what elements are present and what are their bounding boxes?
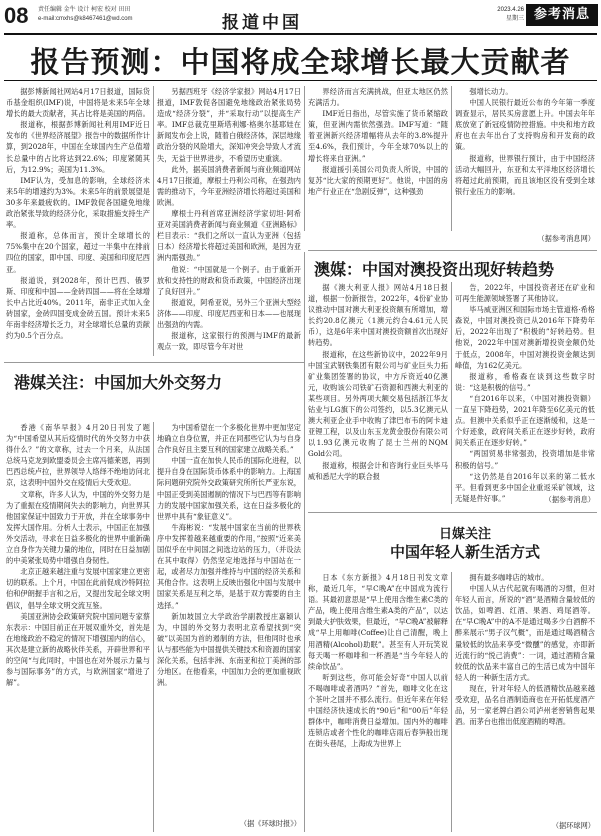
column-divider xyxy=(153,86,154,356)
column-divider xyxy=(304,86,305,231)
paragraph: 毕马威亚洲区和国际市场主管道格·希格森说，中国对澳投资已从2016年下降势年后，2022年出现了“积极的”好转趋势。但他说，2022年中国对澳新增投资金额仍处于低点，2008年，中国对澳投资金额达到峰值，为162亿美元。 xyxy=(455,305,595,370)
article3-column-1 xyxy=(6,422,150,832)
weekday: 星期三 xyxy=(505,16,524,22)
article4-column-right xyxy=(455,572,595,820)
article4-source: （据环球网） xyxy=(551,821,595,830)
article-divider xyxy=(308,250,597,251)
column-divider xyxy=(451,572,452,832)
article3-source: （据《环球时报》） xyxy=(239,819,301,828)
paragraph: 为中国希望在一个多极化世界中更加坚定地确立自身位置，并正在同那些它认为与自身合作良好且主要互利的国家建立战略关系。” xyxy=(157,423,301,455)
article2-title: 澳媒：中国对澳投资出现好转趋势 xyxy=(314,260,555,279)
article3-column-2 xyxy=(157,422,301,817)
paragraph: 香港《南华早报》4月20日刊发了题为“中国希望从其后疫情时代的外交努力中获得什么？”的文章称，过去一个月来，从法国总统马克龙到欧盟委员会主席冯德莱恩，再到巴西总统卢拉，世界领导人络绎不绝地访问北京，这表明中国外交在疫情后大受欢迎。 xyxy=(6,423,150,488)
article3-title: 港媒关注：中国加大外交努力 xyxy=(14,373,223,392)
paragraph: IMF近日指出，尽管实施了货币紧缩政策，但亚洲内需依然强劲。IMF写道：“随着亚洲新兴经济增幅将从去年的3.8%提升至4.6%，我们预计，今年全球70%以上的增长将来自亚洲。” xyxy=(308,109,448,163)
paragraph: 拥有最多咖啡店的城市。 xyxy=(469,573,549,582)
editor-info xyxy=(38,6,133,24)
section-title: 报道中国 xyxy=(222,13,302,33)
paragraph: 强增长动力。 xyxy=(469,87,513,96)
paragraph: 报道称，总体而言，预计全球增长的75%集中在20个国家，超过一半集中在排前四位的国家，即中国、印度、美国和印度尼西亚。 xyxy=(6,231,150,274)
article1-column-4 xyxy=(455,86,595,231)
column-divider xyxy=(451,86,452,231)
newspaper-logo: 参考消息 xyxy=(526,4,598,26)
paragraph: 文章称，许多人认为，中国的外交努力是为了重振在疫情期间失去的影响力，向世界其他国家保证中国致力于开放，并在全球事务中发挥大国作用。分析人士表示，中国正在加强外交活动，寻求在日益多极化的世界中重新确立自身作为关键力量的地位，同时在日益加剧的中美紧张局势中增强自身韧性。 xyxy=(6,489,150,566)
paragraph: 中国一直在加快人民币的国际化进程，以提升自身在国际货币体系中的影响力。上海国际问题研究院外交政策研究所所长严亚东说，中国正受到美国遏制的情况下与巴西等有影响力的发展中国家加强关系，这在日益多极化的世界中具有“象征意义”。 xyxy=(157,456,301,521)
paragraph: “自2016年以来，（中国对澳投资额）一直呈下降趋势，2021年降至6亿美元的低点。但澳中关系似乎正在逐渐缓和，这是一个好迹象，政府间关系正在逐步好转，政府间关系正在逐步好转。” xyxy=(455,393,595,448)
paragraph: 中国人从古代起就有喝酒的习惯，但对年轻人而言，所说的“酒”是酒精含量较低的饮品，如啤酒、红酒、果酒、鸡尾酒等。在“早C晚A”中的A不是通过喝多少白酒醉不醉来展示“男子汉气概”，而是通过喝酒精含量较低的饮品来享受“微醺”的感觉，亦即新近流行的“悦己消费”：一词，通过酒精含量较低的饮品来丰富自己的生活已成为中国年轻人的一种新生活方式。 xyxy=(455,584,595,682)
paragraph: 日本《东方新报》4月18日刊发文章称，最近几年，“早C晚A”在中国成为流行语。其最初意思是“早上使用含维生素C类的产品，晚上使用含维生素A类的产品”，以达到最大护肤效果，但最近，“早C晚A”被解释成“早上用咖啡(Coffee)让自己清醒，晚上用酒精(Alcohol)助眠”。甚至有人开玩笑说每天喝一杯咖啡和一杯酒是“当今年轻人的续命饮品”。 xyxy=(308,573,448,671)
paragraph: 界经济而言充满挑战，但亚太地区仍然充满活力。 xyxy=(308,87,448,108)
paragraph: 报道援引美国公司负责人所说，中国的复苏“比大家的预期更好”。他说，中国的房地产行业正在“急剧反弹”，这种强劲 xyxy=(308,164,448,196)
date: 2023.4.26 xyxy=(497,7,524,13)
paragraph: 报道称，根据彭博新闻社利用IMF近日发布的《世界经济展望》报告中的数据所作计算，到2028年，中国在全球国内生产总值增长总量中的占比将达到22.6%；印度紧随其后，为12.9%；美国为11.3%。 xyxy=(6,120,150,174)
main-headline: 报告预测：中国将成全球增长最大贡献者 xyxy=(30,45,571,79)
article2-column-left xyxy=(308,282,448,504)
paragraph: 美国亚洲协会政策研究院中国问题专家蔡东表示：中国目前正在开展双重外交，首先是在地缘政治不稳定的情况下增强国内的信心，其次是建立新的战略伙伴关系，开辟世界和平的空间“与此同时，中国也在对外展示力量与参与国际事务”的方式，与欧洲国家“增进了解”。 xyxy=(6,611,150,688)
paragraph: 报道说，到2028年，预计巴西、俄罗斯、印度和中国——金砖四国——将在全球增长中占比近40%。2011年，南非正式加入金砖国家，金砖四国变成金砖五国。预计未来5年南非经济增长乏力，对全球增长总量的贡献约为0.5个百分点。 xyxy=(6,275,150,341)
page-number: 08 xyxy=(4,3,29,28)
paragraph: 现在，针对年轻人的低酒精饮品越来越受欢迎，品名自酒制造商也在开拓低度酒产品，另一家老牌白酒公司泸州老窖销售起果酒。而茅台也推出低度酒精的啤酒。 xyxy=(455,683,595,727)
paragraph: 他说：“中国就是一个例子。由于重新开放和支持性的财政和货币政策，中国经济出现了良好回升。” xyxy=(157,264,301,296)
paragraph: 据《澳大利亚人报》网站4月18日报道，根据一份新报告，2022年，4份矿业协议推动中国对澳大利亚投资额有所增加，增长约20.8亿澳元（1澳元约合4.61元人民币），这是6年来中国对澳投资额首次出现好转趋势。 xyxy=(308,283,448,348)
editor-line: 责任编辑 金牛 设计 柯宏 校对 田田 xyxy=(38,7,131,13)
paragraph: 据彭博新闻社网站4月17日报道，国际货币基金组织(IMF)说，中国将是未来5年全球增长的最大贡献者，其占比将是美国的两倍。 xyxy=(6,87,150,119)
article1-column-2 xyxy=(157,86,301,416)
article1-source: （据参考消息网） xyxy=(537,234,595,243)
paragraph: 报道称，希格森在谈到这些数字时说：“这是积极的信号。” xyxy=(455,371,595,392)
paragraph: “两国贸易非常强劲，投资增加是非常积极的信号。” xyxy=(455,449,595,470)
date-block xyxy=(480,6,524,24)
paragraph: 报道称，这家银行的预测与IMF的最新观点一致，即尽管今年对世 xyxy=(157,331,301,352)
article-divider xyxy=(4,362,304,363)
paragraph: 新加坡国立大学政治学副教授庄嘉颖认为，中国的外交努力表明北京希望找到“突破”以美国为首的遏制的方法，但他同时也承认与那些能为中国提供关键技术和资源的国家深化关系，包括非洲、东南亚和拉丁美洲的部分地区。在他看来，中国加力会的更加重视欧洲。 xyxy=(157,611,301,688)
column-divider xyxy=(304,252,305,832)
article1-column-3 xyxy=(308,86,448,231)
paragraph: “这仍然是自2016年以来的第二低水平。但看到更多中国企业重返采矿领域，这无疑是件好事。” xyxy=(455,471,595,503)
paragraph: IMF认为，受加息的影响，全球经济未来5年的增速约为3%。未来5年的前景展望是30多年来最疲软的。IMF敦促各国避免地缘政治紧张导致的经济分化，采取措施支持生产率。 xyxy=(6,175,150,230)
paragraph: 报道说，阿希亚说，另外三个亚洲大型经济体——印度、印度尼西亚和日本——也展现出强劲的内需。 xyxy=(157,297,301,329)
paragraph: 报道称，世界银行预计，由于中国经济活动大幅回升，东亚和太平洋地区经济增长将超过此前预期，而且该地区没有受到全球银行业压力的影响。 xyxy=(455,153,595,196)
paragraph: 听到这些，你可能会好奇“中国人以前不喝咖啡或者酒吗？”首先，咖啡文化在这个茶叶之国并不那么流行。但近年来在年轻中国经济快速成长的“90后”和“00后”年轻群体中，咖啡消费日益增加。国内外的咖啡连锁店或者个性化的咖啡店雨后春笋般出现在街头巷尾，上海成为世界上 xyxy=(308,672,448,749)
column-divider xyxy=(451,282,452,504)
email-line: e-mail:cmxhs@k8467461@wd.com xyxy=(38,16,133,22)
paragraph: 报道称，根据会计和咨询行业巨头毕马威和悉尼大学的联合报 xyxy=(308,460,448,481)
header-rule xyxy=(4,33,597,35)
paragraph: 告，2022年，中国投资者还在矿业和可再生能源领域签署了其他协议。 xyxy=(455,283,595,304)
headline-rule xyxy=(4,80,597,81)
paragraph: 中国人民银行最近公布的今年第一季度调查显示，居民买房意愿上升。中国去年年底放宽了新冠疫情防控措施。中央和地方政府也在去年出台了支持购房和开发商的政策。 xyxy=(455,98,595,152)
paragraph: 北京正越来越注重与发展中国家建立更密切的联系。上个月，中国在此前促成沙特阿拉伯和伊朗握手言和之后，又提出发起全球文明倡议，倡导全球文明交流互鉴。 xyxy=(6,567,150,610)
article4-column-left xyxy=(308,572,448,832)
article2-source: （据参考消息） xyxy=(544,495,595,504)
article-divider xyxy=(308,512,597,513)
article4-kicker: 日媒关注 xyxy=(438,527,491,542)
page-header xyxy=(0,0,601,34)
column-divider xyxy=(153,422,154,832)
paragraph: 此外，据美国消费者新闻与商业频道网站4月17日报道，摩根士丹利公司称，在强劲内需的推动下，今年亚洲经济增长将超过美国和欧洲。 xyxy=(157,164,301,207)
article4-title: 中国年轻人新生活方式 xyxy=(389,543,540,561)
paragraph: 另据西班牙《经济学家报》网站4月17日报道，IMF敦促各国避免地缘政治紧张局势造成“经济分裂”，并“采取行动”以提高生产率。IMF总裁克里斯塔利娜·格奥尔基耶娃在新闻发布会上说，随着白俄经济体，深层地缘政治分裂的风险增大，深知冲突会导致人才流失，无益于世界进步，不希望历史重演。 xyxy=(157,87,301,163)
paragraph: 报道称，在这些新协议中，2022年9月中国宝武钢铁集团有限公司与矿业巨头力拓矿业集团签署的协议，中方斥资近40亿澳元，收购该公司铁矿石资源和西澳大利亚的某些项目。另外两项大额交易包括浙江华友钴业与LG旗下的公司签约，以5.3亿澳元从澳大利亚企业手中收购了津巴布韦的阿卡迪亚锂工程，以及山东玉龙黄金股份有限公司以1.93亿澳元收购了昆士兰州的NQM Gold公司。 xyxy=(308,349,448,459)
article1-column-1 xyxy=(6,86,150,356)
paragraph: 摩根士丹利首席亚洲经济学家切坦·阿希亚对美国消费者新闻与商业频道《亚洲路标》栏目表示：“我们之所以一直认为亚洲（包括日本）经济增长将超过美国和欧洲，是因为亚洲内需强劲。” xyxy=(157,209,301,263)
paragraph: 牛海彬说：“发展中国家在当前的世界秩序中发挥着越来越重要的作用，”按照“近来美国似乎在中间国之间选边站的压力，（并设法在其中取得）仍然坚定地选择与中国站在一起，或者尽力加强并维持与中国的经济关系和其他合作。这表明上反映出强化中国与发展中国家关系是互利之举，是基于双方需要的自主选择。” xyxy=(157,522,301,610)
